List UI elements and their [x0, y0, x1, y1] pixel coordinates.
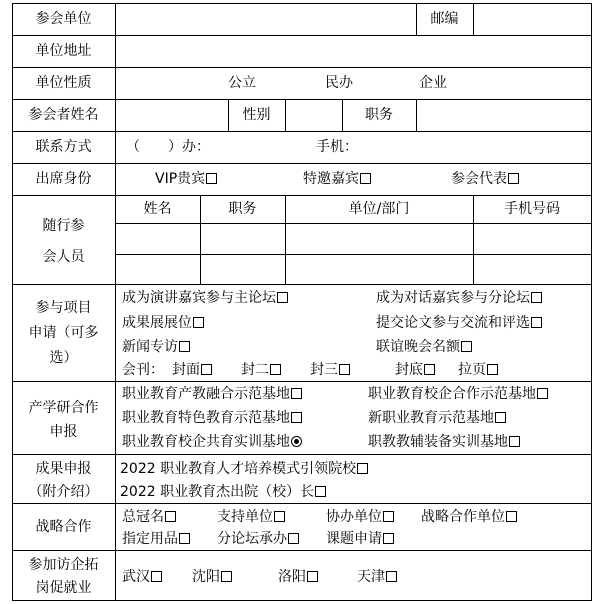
col-divider	[285, 99, 286, 131]
table-border-bottom	[12, 600, 592, 601]
project-dialogue-guest[interactable]	[376, 290, 542, 306]
acc-col-department: 单位/部门	[348, 201, 410, 217]
checkbox-icon[interactable]	[151, 571, 162, 582]
strategic-designated-supplies-label: 指定用品	[122, 531, 178, 547]
achievement-label-line2: （附介绍）	[28, 484, 99, 500]
project-exhibition-booth[interactable]	[122, 315, 204, 331]
visit-label-line1: 参加访企拓	[28, 557, 99, 573]
identity-delegate-label: 参会代表	[451, 171, 507, 187]
strategic-partner-label: 战略合作单位	[421, 509, 505, 525]
project-submit-paper-label: 提交论文参与交流和评选	[376, 315, 530, 331]
coop-school-enterprise-base-label: 职业教育校企合作示范基地	[368, 386, 536, 402]
row-divider	[115, 254, 592, 255]
row-divider	[12, 131, 592, 132]
coop-industry-education-base-label: 职业教育产教融合示范基地	[122, 386, 290, 402]
strategic-co-organizer[interactable]	[326, 509, 394, 525]
project-dialogue-guest-label: 成为对话嘉宾参与分论坛	[376, 290, 530, 306]
checkbox-icon[interactable]	[193, 317, 204, 328]
project-keynote-speaker[interactable]	[122, 290, 288, 306]
coop-joint-training-base[interactable]	[122, 434, 302, 450]
journal-label: 会刊：	[122, 362, 164, 378]
coop-label-line2: 申报	[49, 424, 78, 440]
journal-cover[interactable]	[172, 362, 212, 378]
achievement-label-line1: 成果申报	[35, 461, 92, 477]
checkbox-icon[interactable]	[274, 511, 285, 522]
achievement-model-school-label: 2022 职业教育人才培养模式引领院校	[120, 461, 357, 477]
strategic-partner[interactable]	[421, 509, 517, 525]
achievement-outstanding-president[interactable]	[120, 484, 326, 500]
project-gala-quota-label: 联谊晚会名额	[376, 339, 460, 355]
checkbox-icon[interactable]	[506, 511, 517, 522]
row-divider	[12, 284, 592, 285]
address-label: 单位地址	[35, 43, 92, 59]
coop-school-enterprise-base[interactable]	[368, 386, 548, 402]
project-gala-quota[interactable]	[376, 339, 472, 355]
coop-industry-education-base[interactable]	[122, 386, 302, 402]
coop-featured-education-base[interactable]	[122, 410, 302, 426]
row-divider	[115, 223, 592, 224]
strategic-co-organizer-label: 协办单位	[326, 509, 382, 525]
strategic-subforum-host-label: 分论坛承办	[217, 531, 287, 547]
nature-option-private[interactable]: 民办	[325, 75, 353, 91]
row-divider	[12, 35, 592, 36]
nature-label: 单位性质	[35, 75, 92, 91]
strategic-supporter[interactable]	[217, 509, 285, 525]
accompanying-label-line2: 会人员	[42, 249, 85, 265]
achievement-model-school[interactable]	[120, 461, 368, 477]
journal-foldout-label: 拉页	[458, 362, 486, 378]
identity-vip[interactable]	[155, 171, 217, 187]
project-news-interview-label: 新闻专访	[122, 339, 178, 355]
row-divider	[12, 454, 592, 455]
checkbox-icon[interactable]	[165, 511, 176, 522]
visit-shenyang-label: 沈阳	[192, 569, 220, 585]
visit-shenyang[interactable]	[192, 569, 232, 585]
col-divider	[416, 99, 417, 131]
projects-label-line1: 参与项目	[35, 300, 92, 316]
identity-special-guest-label: 特邀嘉宾	[303, 171, 359, 187]
checkbox-icon[interactable]	[270, 364, 281, 375]
checkbox-icon[interactable]	[508, 173, 519, 184]
checkbox-icon[interactable]	[179, 341, 190, 352]
checkbox-icon[interactable]	[383, 511, 394, 522]
table-border-top	[12, 3, 592, 4]
col-divider	[473, 3, 474, 35]
journal-foldout[interactable]	[458, 362, 498, 378]
coop-equipment-training-base-label: 职教教辅装备实训基地	[368, 434, 508, 450]
journal-cover-2-label: 封二	[241, 362, 269, 378]
checkbox-icon[interactable]	[495, 412, 506, 423]
strategic-title-sponsor-label: 总冠名	[122, 509, 164, 525]
checkbox-icon[interactable]	[424, 364, 435, 375]
checkbox-icon[interactable]	[206, 173, 217, 184]
journal-cover-3-label: 封三	[310, 362, 338, 378]
checkbox-icon[interactable]	[291, 388, 302, 399]
nature-option-public[interactable]: 公立	[228, 75, 256, 91]
checkbox-icon[interactable]	[487, 364, 498, 375]
checkbox-icon[interactable]	[277, 292, 288, 303]
gender-label: 性别	[242, 107, 271, 123]
journal-cover-3[interactable]	[310, 362, 350, 378]
unit-label: 参会单位	[35, 11, 92, 27]
coop-joint-training-base-label: 职业教育校企共育实训基地	[122, 434, 290, 450]
row-divider	[12, 163, 592, 164]
table-border-right	[591, 3, 592, 601]
mobile-label: 手机：	[316, 139, 358, 155]
project-keynote-speaker-label: 成为演讲嘉宾参与主论坛	[122, 290, 276, 306]
row-divider	[12, 99, 592, 100]
identity-label: 出席身份	[35, 171, 92, 187]
row-divider	[12, 67, 592, 68]
projects-label-line3: 选）	[49, 350, 78, 366]
checkbox-icon[interactable]	[360, 173, 371, 184]
checkbox-icon[interactable]	[537, 388, 548, 399]
achievement-outstanding-president-label: 2022 职业教育杰出院（校）长	[120, 484, 315, 500]
radio-selected-icon[interactable]	[291, 436, 302, 447]
identity-delegate[interactable]	[451, 171, 519, 187]
checkbox-icon[interactable]	[307, 571, 318, 582]
identity-special-guest[interactable]	[303, 171, 371, 187]
row-divider	[12, 550, 592, 551]
strategic-designated-supplies[interactable]	[122, 531, 190, 547]
postcode-label: 邮编	[430, 11, 459, 27]
acc-col-mobile: 手机号码	[504, 201, 560, 217]
visit-luoyang-label: 洛阳	[278, 569, 306, 585]
strategic-label: 战略合作	[35, 519, 92, 535]
journal-cover-2[interactable]	[241, 362, 281, 378]
checkbox-icon[interactable]	[221, 571, 232, 582]
checkbox-icon[interactable]	[386, 571, 397, 582]
checkbox-icon[interactable]	[357, 463, 368, 474]
coop-featured-education-base-label: 职业教育特色教育示范基地	[122, 410, 290, 426]
strategic-subforum-host[interactable]	[217, 531, 299, 547]
checkbox-icon[interactable]	[383, 533, 394, 544]
accompanying-label-line1: 随行参	[42, 218, 85, 234]
position-label: 职务	[365, 107, 393, 123]
checkbox-icon[interactable]	[461, 341, 472, 352]
checkbox-icon[interactable]	[201, 364, 212, 375]
visit-tianjin-label: 天津	[357, 569, 385, 585]
nature-option-enterprise[interactable]: 企业	[419, 75, 447, 91]
visit-tianjin[interactable]	[357, 569, 397, 585]
visit-label-line2: 岗促就业	[35, 580, 92, 596]
project-exhibition-booth-label: 成果展展位	[122, 315, 192, 331]
journal-back-cover[interactable]	[395, 362, 435, 378]
projects-label-line2: 申请（可多	[28, 325, 99, 341]
strategic-research-application-label: 课题申请	[326, 531, 382, 547]
acc-col-position: 职务	[228, 201, 257, 217]
checkbox-icon[interactable]	[531, 317, 542, 328]
visit-wuhan-label: 武汉	[122, 569, 150, 585]
checkbox-icon[interactable]	[315, 486, 326, 497]
strategic-research-application[interactable]	[326, 531, 394, 547]
label-column-divider	[115, 3, 116, 601]
checkbox-icon[interactable]	[531, 292, 542, 303]
checkbox-icon[interactable]	[179, 533, 190, 544]
visit-wuhan[interactable]	[122, 569, 162, 585]
attendee-name-label: 参会者姓名	[28, 107, 99, 123]
project-submit-paper[interactable]	[376, 315, 542, 331]
strategic-supporter-label: 支持单位	[217, 509, 273, 525]
coop-new-vocational-base-label: 新职业教育示范基地	[368, 410, 494, 426]
row-divider	[12, 503, 592, 504]
office-phone-label: （ ）办：	[126, 139, 210, 155]
strategic-title-sponsor[interactable]	[122, 509, 176, 525]
coop-equipment-training-base[interactable]	[368, 434, 520, 450]
coop-label-line1: 产学研合作	[28, 400, 99, 416]
acc-col-name: 姓名	[143, 201, 172, 217]
coop-new-vocational-base[interactable]	[368, 410, 506, 426]
checkbox-icon[interactable]	[291, 412, 302, 423]
project-news-interview[interactable]	[122, 339, 190, 355]
checkbox-icon[interactable]	[509, 436, 520, 447]
journal-back-cover-label: 封底	[395, 362, 423, 378]
checkbox-icon[interactable]	[339, 364, 350, 375]
contact-label: 联系方式	[35, 139, 92, 155]
row-divider	[12, 195, 592, 196]
identity-vip-label: VIP贵宾	[155, 171, 206, 187]
row-divider	[12, 381, 592, 382]
checkbox-icon[interactable]	[288, 533, 299, 544]
visit-luoyang[interactable]	[278, 569, 318, 585]
journal-cover-label: 封面	[172, 362, 200, 378]
